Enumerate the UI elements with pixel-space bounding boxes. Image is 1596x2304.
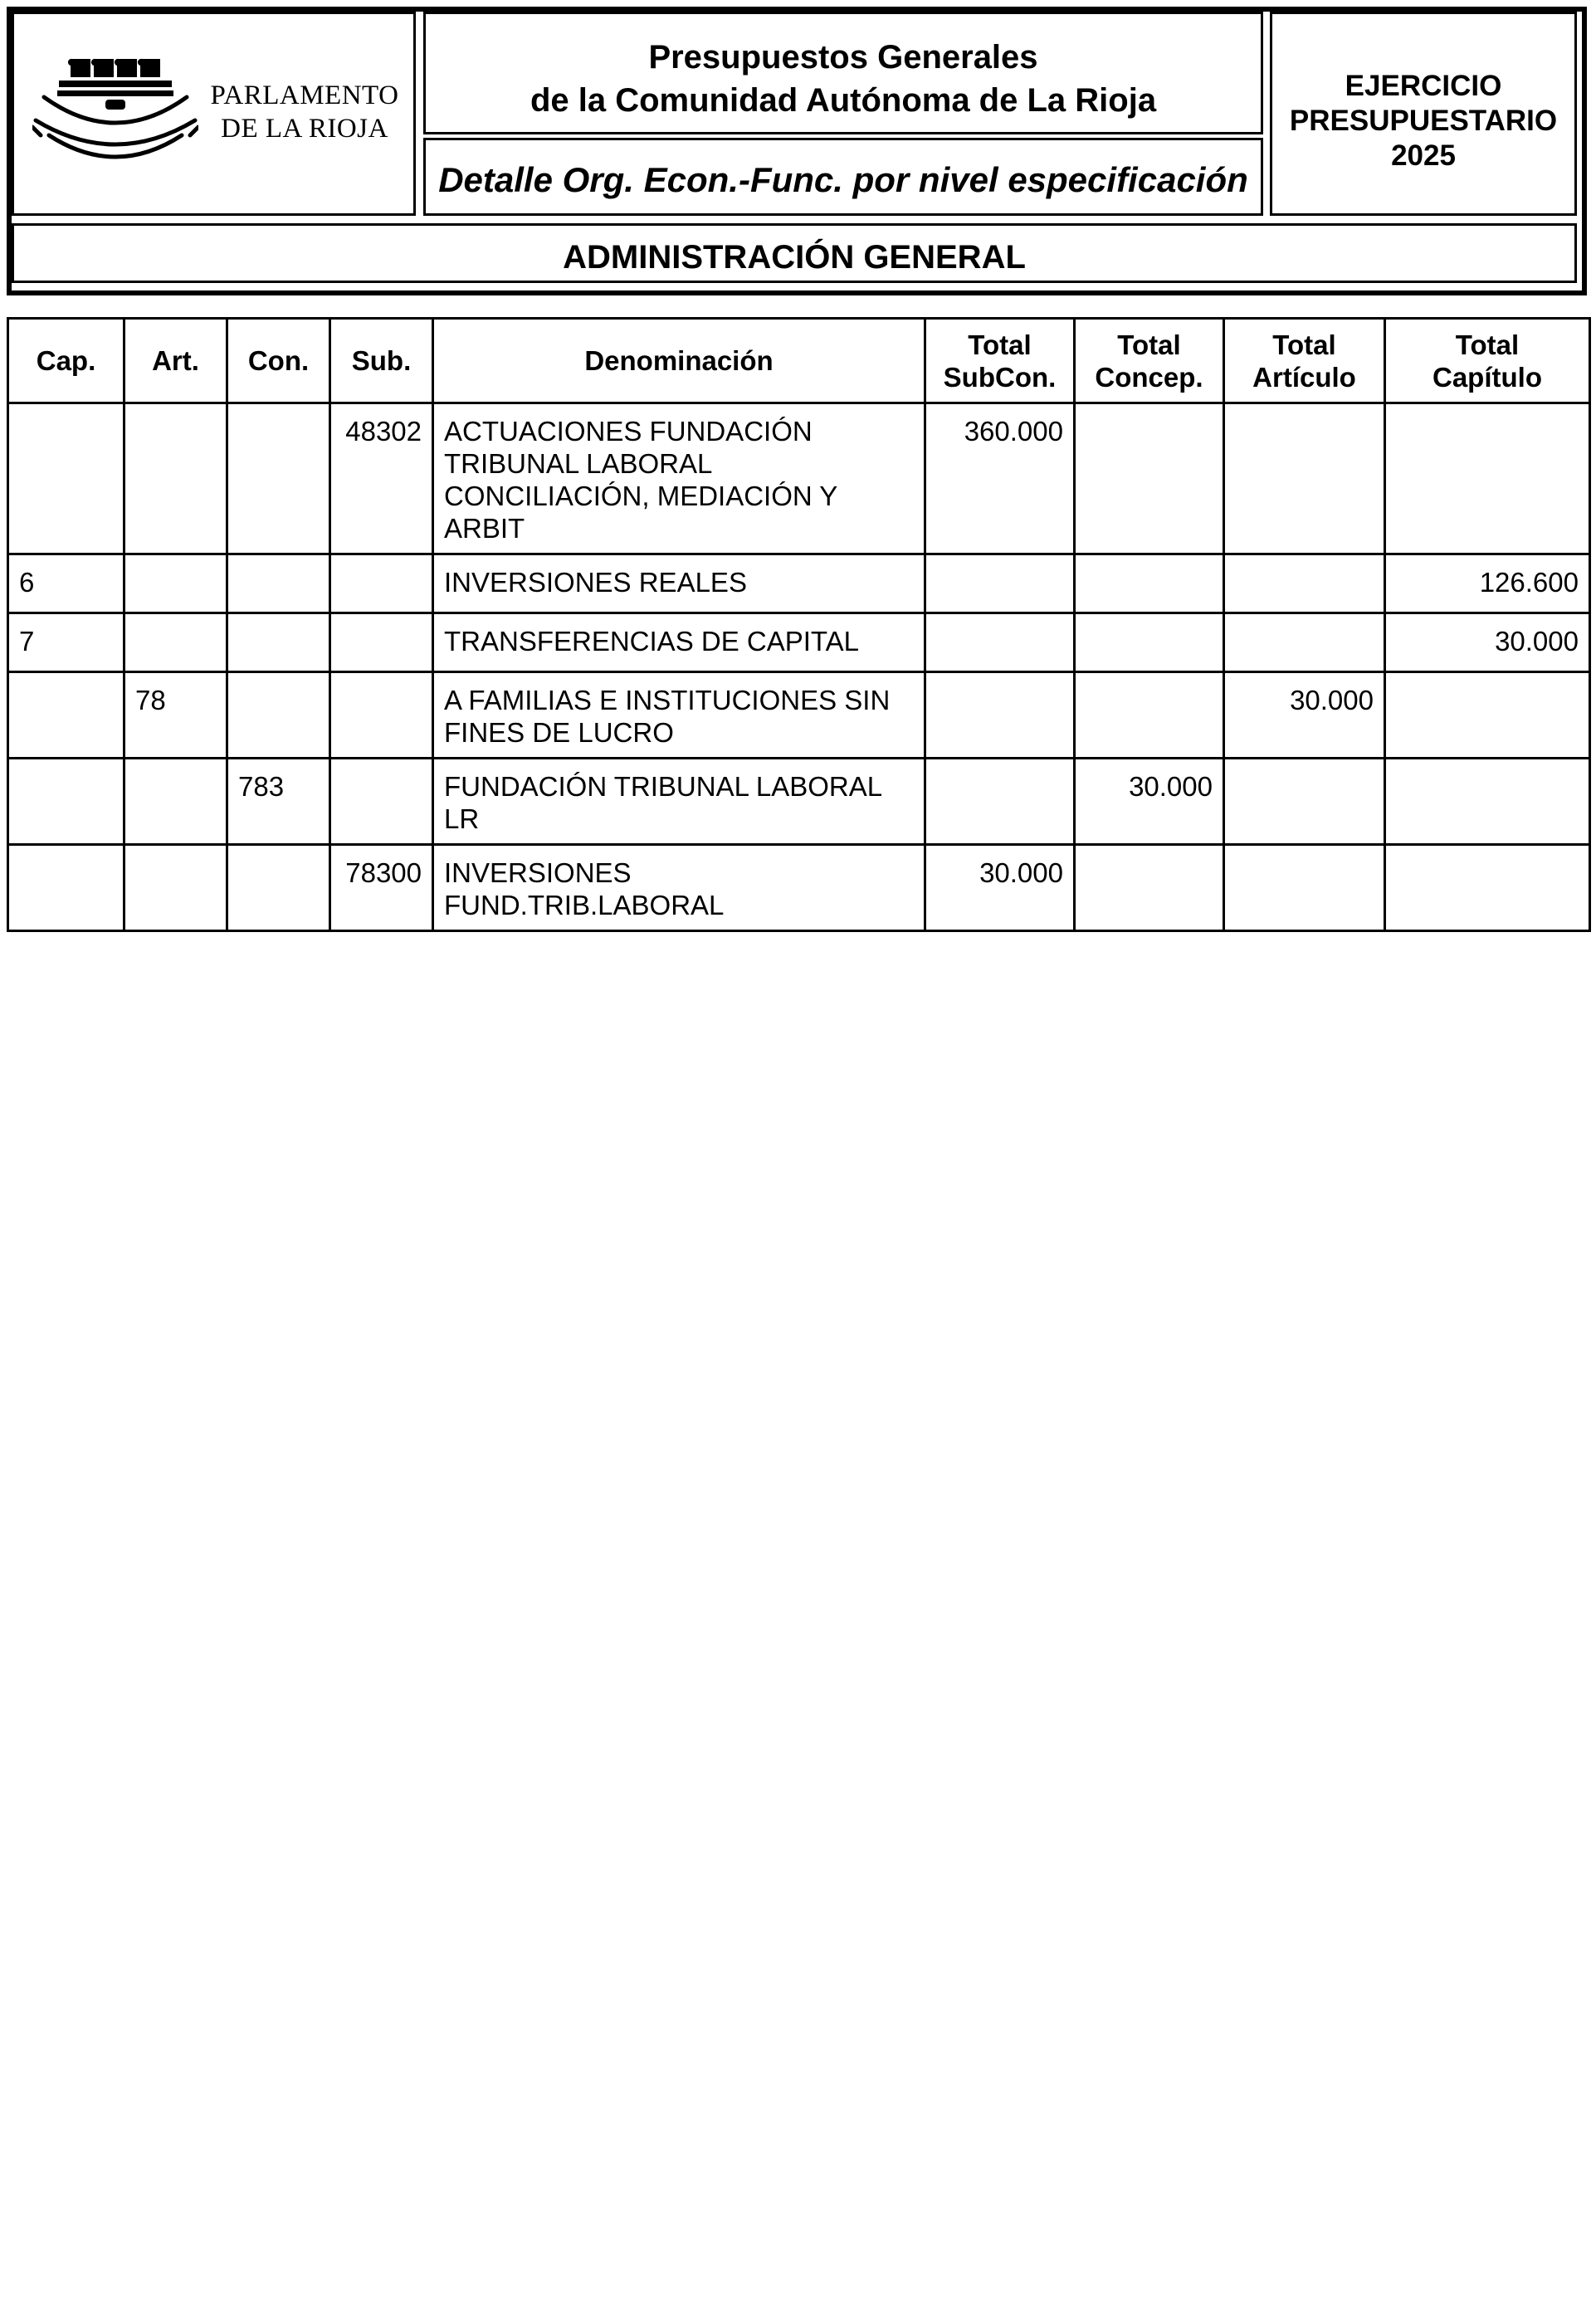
- cell-denominacion: ACTUACIONES FUNDACIÓN TRIBUNAL LABORAL CONCILIACIÓN, MEDIACIÓN Y ARBIT: [433, 403, 925, 554]
- header-line: Total: [1272, 329, 1336, 360]
- cell-total-articulo: 30.000: [1224, 672, 1385, 759]
- parliament-name: [201, 79, 408, 145]
- section-title: ADMINISTRACIÓN GENERAL: [563, 239, 1026, 276]
- cell-total-capitulo: 30.000: [1385, 613, 1590, 672]
- cell-denominacion: FUNDACIÓN TRIBUNAL LABORAL LR: [433, 759, 925, 845]
- cell-total-capitulo: [1385, 672, 1590, 759]
- header-total-articulo: [1224, 319, 1385, 403]
- fiscal-year-box: [1270, 12, 1577, 216]
- header-total-subcon: [925, 319, 1075, 403]
- header-total-capitulo: [1385, 319, 1590, 403]
- cell-denominacion: INVERSIONES FUND.TRIB.LABORAL: [433, 845, 925, 931]
- cell-total-subcon: 360.000: [925, 403, 1075, 554]
- cell-cap: [8, 672, 124, 759]
- cell-cap: [8, 403, 124, 554]
- logo-box: [12, 12, 416, 216]
- cell-total-subcon: [925, 613, 1075, 672]
- cell-total-articulo: [1224, 759, 1385, 845]
- header-line: Total: [968, 329, 1032, 360]
- header-line: SubCon.: [943, 361, 1057, 393]
- cell-con: [227, 403, 330, 554]
- cell-sub: [330, 554, 433, 613]
- cell-sub: 48302: [330, 403, 433, 554]
- header-cap: Cap.: [8, 319, 124, 403]
- table-row: [8, 672, 1590, 759]
- cell-art: [124, 403, 227, 554]
- title-line-2: de la Comunidad Autónoma de La Rioja: [530, 82, 1157, 119]
- cell-total-subcon: [925, 554, 1075, 613]
- cell-con: 783: [227, 759, 330, 845]
- cell-total-concep: [1075, 613, 1224, 672]
- table-row: [8, 759, 1590, 845]
- cell-art: 78: [124, 672, 227, 759]
- table-row: [8, 613, 1590, 672]
- cell-cap: [8, 845, 124, 931]
- cell-total-capitulo: 126.600: [1385, 554, 1590, 613]
- header-line: Total: [1455, 329, 1520, 360]
- cell-sub: 78300: [330, 845, 433, 931]
- header-denominacion: Denominación: [433, 319, 925, 403]
- subtitle-box: [423, 138, 1263, 216]
- header-line: Capítulo: [1432, 361, 1542, 393]
- cell-denominacion: INVERSIONES REALES: [433, 554, 925, 613]
- table-row: [8, 403, 1590, 554]
- cell-total-concep: [1075, 845, 1224, 931]
- cell-total-concep: [1075, 554, 1224, 613]
- cell-total-concep: 30.000: [1075, 759, 1224, 845]
- cell-total-subcon: [925, 759, 1075, 845]
- cell-total-concep: [1075, 403, 1224, 554]
- title-line-1: Presupuestos Generales: [648, 39, 1038, 76]
- cell-art: [124, 554, 227, 613]
- cell-art: [124, 759, 227, 845]
- cell-total-concep: [1075, 672, 1224, 759]
- header-line: Concep.: [1095, 361, 1203, 393]
- cell-con: [227, 613, 330, 672]
- ejercicio-line-1: EJERCICIO: [1345, 70, 1502, 102]
- cell-con: [227, 554, 330, 613]
- cell-denominacion: TRANSFERENCIAS DE CAPITAL: [433, 613, 925, 672]
- cell-con: [227, 672, 330, 759]
- header-art: Art.: [124, 319, 227, 403]
- cell-denominacion: A FAMILIAS E INSTITUCIONES SIN FINES DE LUCRO: [433, 672, 925, 759]
- cell-total-articulo: [1224, 403, 1385, 554]
- document-subtitle: Detalle Org. Econ.-Func. por nivel especificación: [438, 160, 1248, 199]
- cell-art: [124, 845, 227, 931]
- cell-cap: [8, 759, 124, 845]
- table-header-row: [8, 319, 1590, 403]
- header-con: Con.: [227, 319, 330, 403]
- parliament-line-1: PARLAMENTO: [210, 81, 399, 110]
- cell-sub: [330, 759, 433, 845]
- cell-total-subcon: 30.000: [925, 845, 1075, 931]
- cell-sub: [330, 613, 433, 672]
- ejercicio-year: 2025: [1391, 139, 1456, 172]
- cell-con: [227, 845, 330, 931]
- cell-cap: 7: [8, 613, 124, 672]
- cell-total-articulo: [1224, 613, 1385, 672]
- fiscal-year-label: [1272, 69, 1574, 173]
- header-sub: Sub.: [330, 319, 433, 403]
- section-box: [12, 223, 1577, 283]
- table-row: [8, 554, 1590, 613]
- cell-total-capitulo: [1385, 403, 1590, 554]
- header-line: Artículo: [1252, 361, 1356, 393]
- cell-total-articulo: [1224, 845, 1385, 931]
- parliament-emblem-icon: [32, 47, 198, 184]
- header-total-concep: [1075, 319, 1224, 403]
- budget-table: [7, 317, 1591, 932]
- title-box: [423, 12, 1263, 134]
- header-line: Total: [1117, 329, 1181, 360]
- cell-cap: 6: [8, 554, 124, 613]
- cell-art: [124, 613, 227, 672]
- parliament-line-2: DE LA RIOJA: [221, 114, 388, 144]
- document-title: [426, 36, 1261, 122]
- cell-total-articulo: [1224, 554, 1385, 613]
- table-row: [8, 845, 1590, 931]
- cell-sub: [330, 672, 433, 759]
- cell-total-subcon: [925, 672, 1075, 759]
- ejercicio-line-2: PRESUPUESTARIO: [1289, 105, 1558, 137]
- cell-total-capitulo: [1385, 845, 1590, 931]
- cell-total-capitulo: [1385, 759, 1590, 845]
